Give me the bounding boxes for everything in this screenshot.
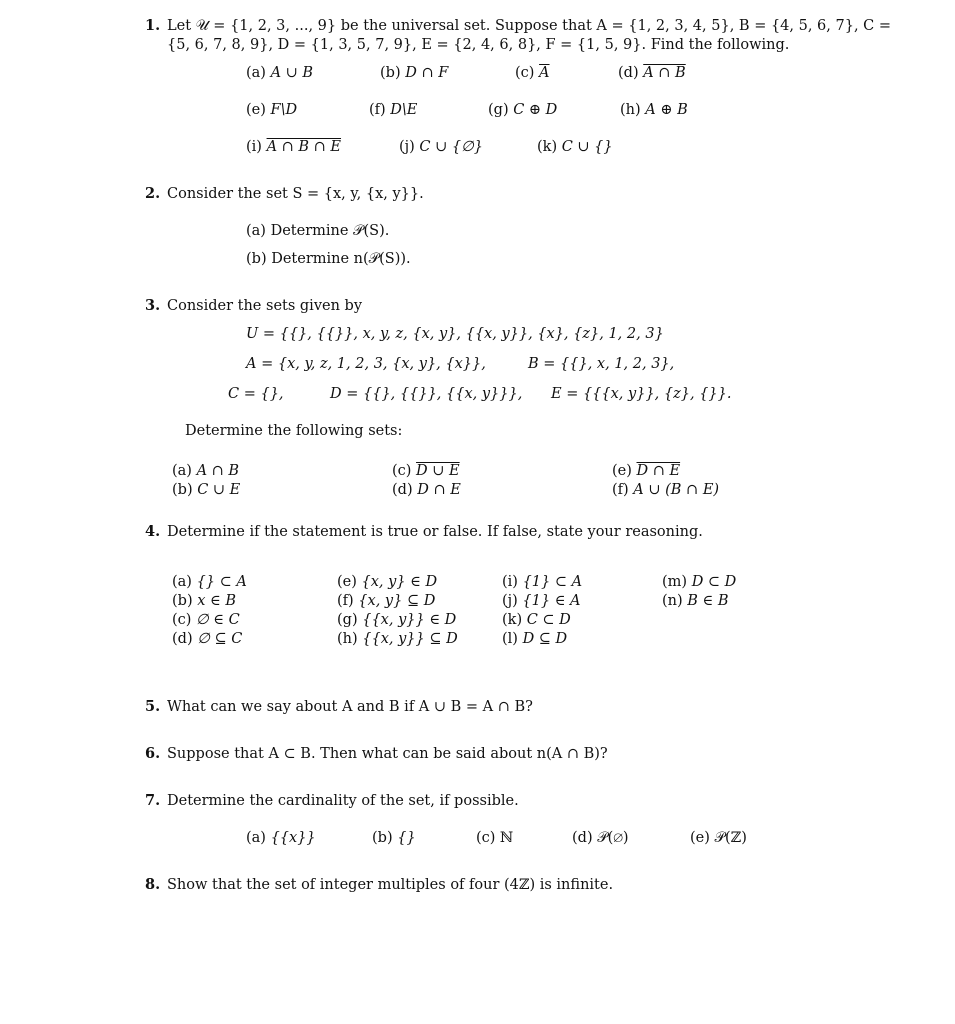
problem-7-text: Determine the cardinality of the set, if possible. xyxy=(167,793,519,809)
problem-4-text: Determine if the statement is true or false. If false, state your reasoning. xyxy=(167,524,703,540)
problem-2-text: Consider the set S = {x, y, {x, y}}. xyxy=(167,186,424,202)
problem-3-item-a: (a) A ∩ B xyxy=(172,463,240,479)
problem-1-number: 1. xyxy=(145,17,161,34)
problem-3-determine: Determine the following sets: xyxy=(185,423,403,439)
problem-3-text: Consider the sets given by xyxy=(167,298,363,314)
problem-4-item-b: (b) x ∈ B xyxy=(172,593,237,609)
problem-4-item-e: (e) {x, y} ∈ D xyxy=(337,574,438,590)
set-B-definition: B = {{}, x, 1, 2, 3}, xyxy=(528,356,675,372)
problem-1-item-h: (h) A ⊕ B xyxy=(620,102,688,118)
problem-7-item-b: (b) {} xyxy=(372,830,416,846)
problem-1-line-1: Let 𝒰 = {1, 2, 3, ..., 9} be the universal set. Suppose that A = {1, 2, 3, 4, 5}, B = {4, 5, 6, 7}, C = xyxy=(167,18,892,34)
problem-1-item-f: (f) D\E xyxy=(369,102,418,118)
problem-4-item-n: (n) B ∈ B xyxy=(662,593,729,609)
problem-4-item-m: (m) D ⊂ D xyxy=(662,574,737,590)
problem-3-item-f: (f) A ∪ (B ∩ E) xyxy=(612,482,720,498)
problem-2-number: 2. xyxy=(145,185,161,202)
problem-1-item-b: (b) D ∩ F xyxy=(380,65,449,81)
problem-3-number: 3. xyxy=(145,297,161,314)
set-E-definition: E = {{{x, y}}, {z}, {}}. xyxy=(551,386,732,402)
problem-1-line-2: {5, 6, 7, 8, 9}, D = {1, 3, 5, 7, 9}, E = {2, 4, 6, 8}, F = {1, 5, 9}. Find the following. xyxy=(167,37,790,53)
problem-1-item-c: (c) $\overline{A}$ xyxy=(515,65,550,81)
problem-7-item-e: (e) 𝒫(ℤ) xyxy=(690,830,747,846)
problem-3-item-d: (d) D ∩ E xyxy=(392,482,461,498)
problem-6-number: 6. xyxy=(145,745,161,762)
problem-4-item-g: (g) {{x, y}} ∈ D xyxy=(337,612,457,628)
problem-3-item-b: (b) C ∪ E xyxy=(172,482,241,498)
problem-4-item-a: (a) {} ⊂ A xyxy=(172,574,247,590)
problem-4-item-i: (i) {1} ⊂ A xyxy=(502,574,583,590)
problem-7-item-a: (a) {{x}} xyxy=(246,830,316,846)
problem-8-text: Show that the set of integer multiples of four (4ℤ) is infinite. xyxy=(167,877,614,893)
set-U-definition: U = {{}, {{}}, x, y, z, {x, y}, {{x, y}}, {x}, {z}, 1, 2, 3} xyxy=(246,326,664,342)
problem-4-item-j: (j) {1} ∈ A xyxy=(502,593,581,609)
problem-8-number: 8. xyxy=(145,876,161,893)
problem-3-item-c: (c) D ∪ E xyxy=(392,463,460,479)
set-A-definition: A = {x, y, z, 1, 2, 3, {x, y}, {x}}, xyxy=(246,356,486,372)
problem-4-item-l: (l) D ⊆ D xyxy=(502,631,568,647)
problem-4-number: 4. xyxy=(145,523,161,540)
set-D-definition: D = {{}, {{}}, {{x, y}}}, xyxy=(330,386,523,402)
problem-1-item-e: (e) F\D xyxy=(246,102,298,118)
problem-5-number: 5. xyxy=(145,698,161,715)
problem-2-item-a: (a) Determine 𝒫(S). xyxy=(246,223,390,239)
problem-1-item-k: (k) C ∪ {} xyxy=(537,139,613,155)
problem-1-item-g: (g) C ⊕ D xyxy=(488,102,558,118)
problem-4-item-f: (f) {x, y} ⊆ D xyxy=(337,593,436,609)
problem-1-item-j: (j) C ∪ {∅} xyxy=(399,139,483,155)
problem-2-item-b: (b) Determine n(𝒫(S)). xyxy=(246,251,411,267)
problem-4-item-c: (c) ∅ ∈ C xyxy=(172,612,240,628)
problem-1-item-i: (i) A ∩ B ∩ E xyxy=(246,139,342,155)
problem-3-item-e: (e) D ∩ E xyxy=(612,463,681,479)
problem-1-item-a: (a) A ∪ B xyxy=(246,65,314,81)
set-C-definition: C = {}, xyxy=(228,386,284,402)
problem-5-text: What can we say about A and B if A ∪ B = A ∩ B? xyxy=(167,699,533,715)
problem-7-number: 7. xyxy=(145,792,161,809)
problem-4-item-d: (d) ∅ ⊆ C xyxy=(172,631,243,647)
problem-6-text: Suppose that A ⊂ B. Then what can be said about n(A ∩ B)? xyxy=(167,746,608,762)
problem-4-item-h: (h) {{x, y}} ⊆ D xyxy=(337,631,458,647)
problem-7-item-d: (d) 𝒫(∅) xyxy=(572,830,629,846)
problem-7-item-c: (c) ℕ xyxy=(476,830,514,846)
problem-1-item-d: (d) A ∩ B xyxy=(618,65,686,81)
problem-4-item-k: (k) C ⊂ D xyxy=(502,612,571,628)
